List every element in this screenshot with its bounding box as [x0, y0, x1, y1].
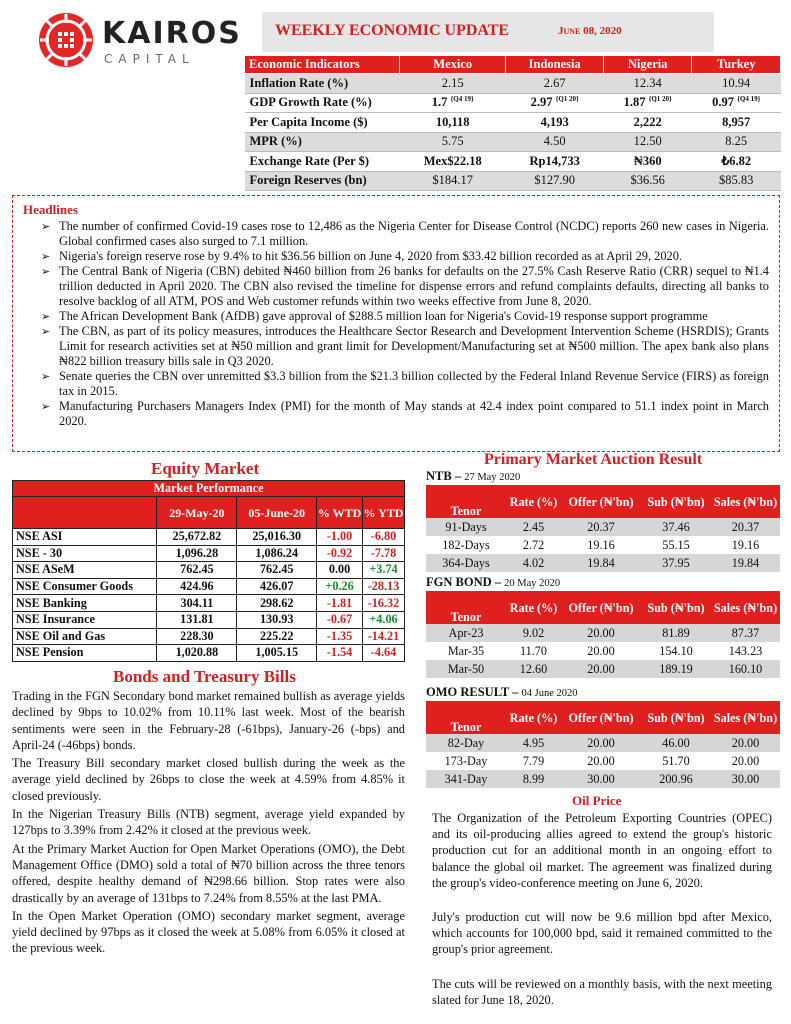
wtd-change: -1.54	[317, 645, 363, 662]
cell: 12.60	[506, 660, 561, 678]
cell-value: 0.97	[712, 95, 734, 110]
headline-text: The African Development Bank (AfDB) gave approval of $288.5 million loan for Nigeria's Covid-19 response support programme	[59, 309, 708, 323]
table-row	[426, 642, 780, 660]
cell: 51.70	[662, 753, 690, 768]
cell: 30.00	[711, 770, 780, 788]
cell: 143.23	[728, 643, 763, 658]
omo-result-label	[426, 685, 578, 700]
cell: 20.00	[711, 734, 780, 752]
ytd-change: +4.06	[363, 611, 405, 628]
cell: ₺6.82	[692, 152, 781, 172]
cell: ₦360	[603, 152, 692, 172]
ntb-label	[426, 469, 520, 484]
brand-name: KAIROS	[102, 16, 242, 51]
bonds-title: Bonds and Treasury Bills	[113, 667, 296, 686]
arrow-bullet-icon: ➢	[41, 220, 51, 233]
cell: Mar-35	[447, 643, 485, 658]
cell: 2.67	[506, 74, 604, 94]
column-header: Turkey	[692, 56, 781, 74]
cell: 1,005.15	[237, 645, 317, 662]
arrow-bullet-icon: ➢	[41, 250, 51, 263]
table-row	[426, 734, 780, 752]
table-row	[13, 562, 405, 579]
cell: 341-Day	[426, 770, 506, 788]
omo-result-table	[426, 701, 780, 788]
column-header: 05-June-20	[237, 497, 317, 529]
column-header: Nigeria	[603, 56, 692, 74]
ytd-change: -14.21	[363, 628, 405, 645]
cell: 4.50	[506, 132, 604, 152]
column-header: Sub (₦'bn)	[641, 485, 711, 518]
cell: 37.46	[641, 518, 711, 536]
row-label: Per Capita Income ($)	[245, 113, 400, 133]
bonds-paragraph: In the Open Market Operation (OMO) secondary market segment, average yield declined by 97bps as it closed the week at 5.08% from 6.05% it closed at the previous week.	[12, 908, 405, 956]
cell: 11.70	[520, 643, 547, 658]
index-name: NSE ASeM	[13, 562, 157, 579]
cell: 30.00	[561, 770, 641, 788]
cell: 5.75	[400, 132, 506, 152]
cell: 25,016.30	[237, 529, 317, 546]
column-header: Tenor	[426, 701, 506, 734]
cell: 189.19	[641, 660, 711, 678]
cell: 304.11	[157, 595, 237, 612]
cell: 19.84	[561, 554, 641, 572]
table-row	[13, 611, 405, 628]
table-row	[245, 171, 781, 191]
cell: Apr-23	[426, 624, 506, 642]
headline-item	[41, 324, 769, 369]
cell: 131.81	[157, 611, 237, 628]
index-name: NSE Banking	[13, 595, 157, 612]
cell: 81.89	[641, 624, 711, 642]
cell: 19.16	[731, 537, 760, 552]
index-name: NSE Insurance	[13, 611, 157, 628]
cell: 130.93	[237, 611, 317, 628]
cell: 762.45	[157, 562, 237, 579]
market-performance-band: Market Performance	[13, 481, 405, 497]
column-header: Sub (₦'bn)	[641, 591, 711, 624]
cell: 91-Days	[426, 518, 506, 536]
period-note: {Q4 19}	[450, 95, 474, 104]
cell: 1,020.88	[157, 645, 237, 662]
cell: 182-Days	[442, 537, 490, 552]
column-header: Sales (₦'bn)	[711, 485, 780, 518]
cell: 37.95	[641, 554, 711, 572]
ytd-change: +3.74	[363, 562, 405, 579]
column-header: Sub (₦'bn)	[641, 701, 711, 734]
cell: 426.07	[237, 578, 317, 595]
cell: 4.02	[506, 554, 561, 572]
cell: 2.15	[400, 74, 506, 94]
table-row	[245, 93, 781, 113]
bonds-body	[12, 688, 405, 959]
table-row	[245, 132, 781, 152]
column-header: Offer (₦'bn)	[561, 485, 641, 518]
cell: 20.00	[587, 643, 615, 658]
column-header: Tenor	[426, 485, 506, 518]
cell: 200.96	[641, 770, 711, 788]
cell: 10.94	[692, 74, 781, 94]
row-label: Exchange Rate (Per $)	[245, 152, 400, 172]
ytd-change: -4.64	[363, 645, 405, 662]
wtd-change: -0.67	[317, 611, 363, 628]
table-row	[245, 113, 781, 133]
table-row	[13, 529, 405, 546]
column-header: Offer (₦'bn)	[561, 701, 641, 734]
table-row	[426, 752, 780, 770]
table-row	[13, 578, 405, 595]
ytd-change: -7.78	[363, 545, 405, 562]
arrow-bullet-icon: ➢	[41, 400, 51, 413]
cell: 173-Day	[444, 753, 488, 768]
headline-item	[41, 369, 769, 399]
headline-item	[41, 249, 769, 264]
row-label: GDP Growth Rate (%)	[245, 93, 400, 113]
cell: 20.00	[561, 624, 641, 642]
headlines-box	[12, 195, 780, 452]
row-label: Foreign Reserves (bn)	[245, 171, 400, 191]
ytd-change: -16.32	[363, 595, 405, 612]
table-row	[13, 595, 405, 612]
cell: 364-Days	[426, 554, 506, 572]
arrow-bullet-icon: ➢	[41, 325, 51, 338]
oil-price-title: Oil Price	[572, 793, 622, 808]
bonds-paragraph: Trading in the FGN Secondary bond market remained bullish as average yields declined by 9bps to 10.02% from 10.11% last week. Most of the bearish sentiments were seen in the February-28 (-61bps), January-26 (-bps) and April-24 (-46bps) bonds.	[12, 689, 405, 752]
cell: 225.22	[237, 628, 317, 645]
cell: 2.72	[522, 537, 545, 552]
cell: 12.34	[603, 74, 692, 94]
cell: 4,193	[506, 113, 604, 133]
index-name: NSE - 30	[13, 545, 157, 562]
column-header: Sales (₦'bn)	[711, 701, 780, 734]
arrow-bullet-icon: ➢	[41, 265, 51, 278]
cell	[506, 93, 604, 113]
oil-paragraph: The Organization of the Petroleum Exporting Countries (OPEC) and its oil-producing allies agreed to extend the group's historic production cut for an additional month in an ongoing effort to balance the global oil market. The agreement was finalized during the group's video-conference meeting on June 6, 2020.	[432, 811, 772, 890]
headline-item	[41, 399, 769, 429]
bonds-paragraph: The Treasury Bill secondary market closed bullish during the week as the average yield declined by 26bps to close the week at 4.59% from 4.85% it closed previously.	[12, 756, 405, 803]
table-row	[426, 536, 780, 554]
cell: 20.00	[561, 734, 641, 752]
cell-value: 2.97	[530, 95, 553, 110]
index-name: NSE Consumer Goods	[13, 578, 157, 595]
cell: $36.56	[603, 171, 692, 191]
headline-item	[41, 264, 769, 309]
ytd-change: -6.80	[363, 529, 405, 546]
column-header: % YTD	[363, 497, 405, 529]
table-row	[13, 628, 405, 645]
cell: 46.00	[641, 734, 711, 752]
column-header: Rate (%)	[506, 591, 561, 624]
cell: 154.10	[659, 643, 693, 658]
arrow-bullet-icon: ➢	[41, 310, 51, 323]
equity-market-table	[12, 480, 405, 662]
column-header: Mexico	[400, 56, 506, 74]
index-name: NSE ASI	[13, 529, 157, 546]
headline-item	[41, 219, 769, 249]
cell: 9.02	[506, 624, 561, 642]
cell: 1,096.28	[157, 545, 237, 562]
column-header: 29-May-20	[157, 497, 237, 529]
arrow-bullet-icon: ➢	[41, 370, 51, 383]
cell: 2,222	[603, 113, 692, 133]
equity-market-title: Equity Market	[151, 459, 260, 478]
cell	[400, 93, 506, 113]
cell: Rp14,733	[506, 152, 604, 172]
section-label: OMO RESULT –	[426, 685, 519, 699]
kairos-logo	[38, 12, 242, 72]
auction-date: 04 June 2020	[521, 688, 578, 699]
column-header: Rate (%)	[506, 485, 561, 518]
row-label: MPR (%)	[245, 132, 400, 152]
issue-date: June 08, 2020	[558, 25, 622, 37]
cell: 10,118	[400, 113, 506, 133]
cell: 82-Day	[426, 734, 506, 752]
cell: 2.45	[506, 518, 561, 536]
cell: Mex$22.18	[400, 152, 506, 172]
auction-date: 27 May 2020	[464, 472, 521, 483]
wtd-change: -1.81	[317, 595, 363, 612]
fgn-bond-table	[426, 591, 780, 678]
cell: 160.10	[711, 660, 780, 678]
headline-text: Senate queries the CBN over unremitted $3.3 billion from the $21.3 billion collected by the Federal Inland Revenue Service (FIRS) as foreign tax in 2015.	[59, 369, 769, 398]
period-note: {Q1 20}	[648, 95, 672, 104]
headline-text: Nigeria's foreign reserve rose by 9.4% to hit $36.56 billion on June 4, 2020 from $33.42 billion recorded as at April 29, 2020.	[59, 249, 683, 263]
headline-text: The Central Bank of Nigeria (CBN) debited ₦460 billion from 26 banks for defaults on the 27.5% Cash Reserve Ratio (CRR) sequel to ₦1.4 trillion deducted in April 2020. The CBN also revised the timeline for dispense errors and refund complaints defaults, directing all banks to resolve backlog of all ATM, POS and Web customer refunds within two weeks effective from June 8, 2020.	[59, 264, 769, 308]
cell: 55.15	[662, 537, 690, 552]
column-header: Indonesia	[506, 56, 604, 74]
wtd-change: +0.26	[317, 578, 363, 595]
ytd-change: -28.13	[363, 578, 405, 595]
cell: Mar-50	[426, 660, 506, 678]
period-note: {Q4 19}	[737, 95, 761, 104]
cell: 20.37	[711, 518, 780, 536]
cell-value: 1.7	[431, 95, 448, 110]
auction-date: 20 May 2020	[504, 578, 561, 589]
cell: $127.90	[506, 171, 604, 191]
column-header: Sales (₦'bn)	[711, 591, 780, 624]
wtd-change: -0.92	[317, 545, 363, 562]
table-row	[426, 518, 780, 536]
cell	[692, 93, 781, 113]
headlines-list	[23, 219, 769, 429]
table-row	[426, 660, 780, 678]
table-row	[426, 770, 780, 788]
cell: 762.45	[237, 562, 317, 579]
headline-text: Manufacturing Purchasers Managers Index (PMI) for the month of May stands at 42.4 index point compared to 51.1 index point in March 2020.	[59, 399, 769, 428]
cell: 25,672.82	[157, 529, 237, 546]
auction-title: Primary Market Auction Result	[484, 451, 703, 468]
column-header: % WTD	[317, 497, 363, 529]
cell: 20.00	[561, 660, 641, 678]
headline-text: The CBN, as part of its policy measures, introduces the Healthcare Sector Research and Development Intervention Scheme (HSRDIS); Grants Limit for research activities set at ₦50 million and grant limit for Development/Manufacturing set at ₦500 million. The apex bank also plans ₦822 billion treasury bills sale in Q3 2020.	[59, 324, 769, 368]
column-header: Rate (%)	[506, 701, 561, 734]
oil-paragraph: The cuts will be reviewed on a monthly basis, with the next meeting slated for June 18, 2020.	[432, 976, 772, 1007]
cell	[603, 93, 692, 113]
section-label: FGN BOND –	[426, 575, 501, 589]
oil-paragraph: July's production cut will now be 9.6 million bpd after Mexico, which accounts for 100,000 bpd, said it remained committed to the group's prior agreement.	[432, 910, 772, 957]
section-label: NTB –	[426, 469, 462, 483]
page-title: WEEKLY ECONOMIC UPDATE	[275, 22, 510, 39]
fgn-bond-label	[426, 575, 560, 590]
brand-sub: CAPITAL	[104, 52, 195, 66]
cell: 424.96	[157, 578, 237, 595]
cell: 4.95	[506, 734, 561, 752]
cell: 19.16	[587, 537, 615, 552]
table-row	[426, 624, 780, 642]
kairos-emblem-icon	[38, 12, 94, 68]
cell: 8.25	[692, 132, 781, 152]
column-header: Tenor	[426, 591, 506, 624]
index-name: NSE Pension	[13, 645, 157, 662]
bonds-paragraph: At the Primary Market Auction for Open Market Operations (OMO), the Debt Management Office (DMO) sold a total of ₦70 billion across the three tenors offered, despite healthy demand of ₦298.66 billion. Stop rates were also drastically by an average of 131bps to 7.24% from 8.55% at the last PMA.	[12, 841, 405, 905]
row-label: Inflation Rate (%)	[245, 74, 400, 94]
index-name: NSE Oil and Gas	[13, 628, 157, 645]
cell: 8,957	[692, 113, 781, 133]
table-row	[245, 152, 781, 172]
column-header: Offer (₦'bn)	[561, 591, 641, 624]
ntb-table	[426, 485, 780, 572]
cell: 20.37	[561, 518, 641, 536]
table-row	[13, 645, 405, 662]
headlines-title: Headlines	[23, 202, 78, 217]
wtd-change: -1.35	[317, 628, 363, 645]
cell: 7.79	[522, 753, 545, 768]
table-row	[13, 545, 405, 562]
headline-text: The number of confirmed Covid-19 cases rose to 12,486 as the Nigeria Center for Disease Control (NCDC) reports 260 new cases in Nigeria. Global confirmed cases also surged to 7.1 million.	[59, 219, 769, 248]
table-row	[245, 74, 781, 94]
bonds-paragraph: In the Nigerian Treasury Bills (NTB) segment, average yield expanded by 127bps to 3.39% from 2.42% it closed at the previous week.	[12, 807, 405, 838]
period-note: {Q1 20}	[555, 95, 579, 104]
cell: 20.00	[587, 753, 615, 768]
cell: 8.99	[506, 770, 561, 788]
oil-price-body	[432, 810, 772, 1010]
cell: 228.30	[157, 628, 237, 645]
column-header: Economic Indicators	[245, 56, 400, 74]
cell: 298.62	[237, 595, 317, 612]
cell: 20.00	[731, 753, 760, 768]
cell: 87.37	[711, 624, 780, 642]
cell: $85.83	[692, 171, 781, 191]
headline-item	[41, 309, 769, 324]
column-header	[13, 497, 157, 529]
cell: 19.84	[711, 554, 780, 572]
economic-indicators-table	[244, 55, 781, 191]
cell-value: 1.87	[623, 95, 646, 110]
cell: 1,086.24	[237, 545, 317, 562]
wtd-change: 0.00	[317, 562, 363, 579]
table-row	[426, 554, 780, 572]
cell: $184.17	[400, 171, 506, 191]
cell: 12.50	[603, 132, 692, 152]
wtd-change: -1.00	[317, 529, 363, 546]
